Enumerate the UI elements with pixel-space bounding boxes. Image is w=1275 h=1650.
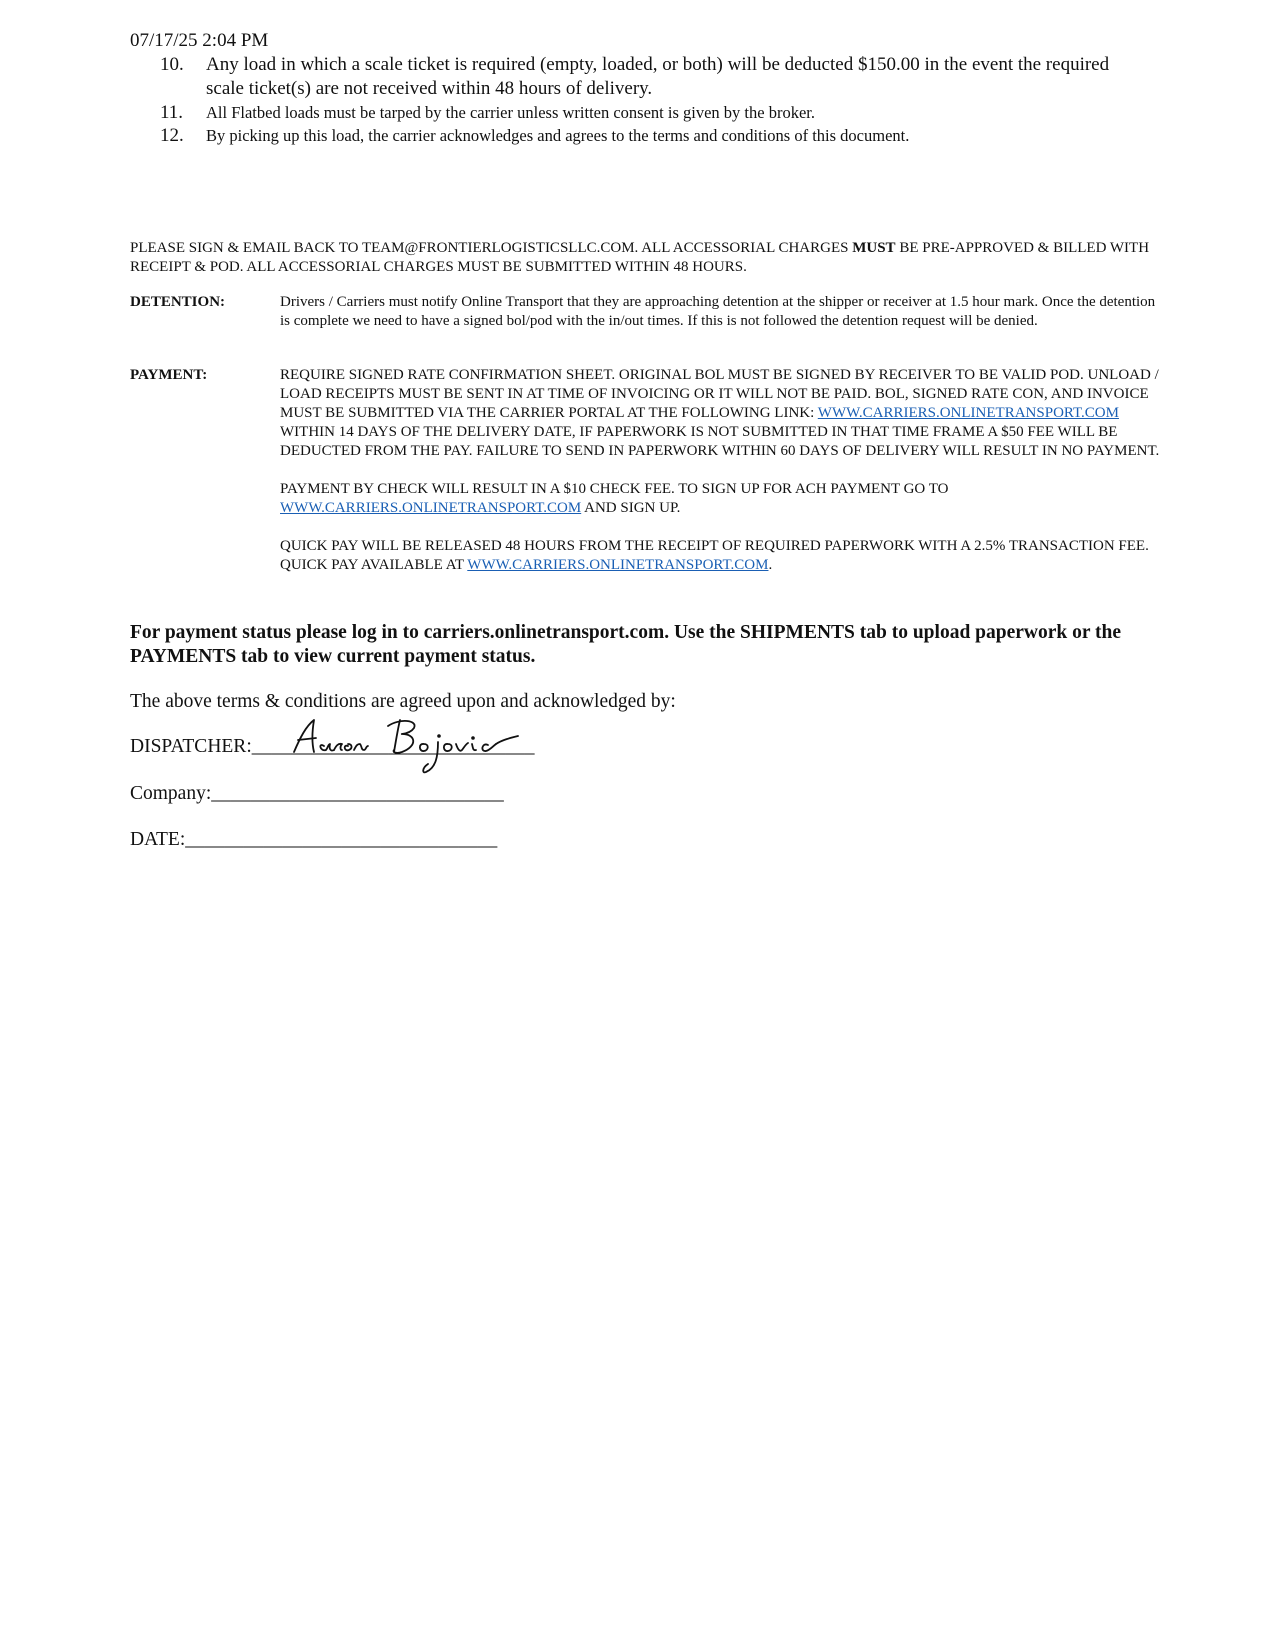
term-item-11 xyxy=(160,101,1120,124)
term-text: By picking up this load, the carrier acknowledges and agrees to the terms and conditions of this document. xyxy=(206,126,910,145)
term-number: 10. xyxy=(160,54,184,75)
payment-text: PAYMENT BY CHECK WILL RESULT IN A $10 CHECK FEE. TO SIGN UP FOR ACH PAYMENT GO TO xyxy=(280,481,949,497)
term-text: All Flatbed loads must be tarped by the carrier unless written consent is given by the broker. xyxy=(206,103,815,122)
payment-body xyxy=(280,366,1160,575)
date-line: DATE:________________________________ xyxy=(130,829,498,850)
payment-text: REQUIRE SIGNED RATE CONFIRMATION SHEET. ORIGINAL BOL MUST BE SIGNED BY RECEIVER TO BE VALID POD. UNLOAD / LOAD RECEIPTS MUST BE SENT IN AT TIME OF INVOICING OR IT WILL NOT BE PAID. BOL, SIGNED RATE CON, AND INVOICE MUST BE SUBMITTED VIA THE CARRIER PORTAL AT THE FOLLOWING LINK: xyxy=(280,367,1159,421)
detention-body xyxy=(280,293,1160,331)
term-text: Any load in which a scale ticket is required (empty, loaded, or both) will be deducted $150.00 in the event the required scale ticket(s) are not received within 48 hours of delivery. xyxy=(206,54,1110,99)
payment-text: . xyxy=(768,557,773,573)
notice-text: PLEASE SIGN & EMAIL BACK TO TEAM@FRONTIERLOGISTICSLLC.COM. ALL ACCESSORIAL CHARGES xyxy=(130,240,853,256)
payment-label: PAYMENT: xyxy=(130,367,208,383)
payment-text: QUICK PAY WILL BE RELEASED 48 HOURS FROM THE RECEIPT OF REQUIRED PAPERWORK WITH A 2.5% TRANSACTION FEE. QUICK PAY AVAILABLE AT xyxy=(280,538,1149,573)
acknowledgement-statement: The above terms & conditions are agreed upon and acknowledged by: xyxy=(130,691,676,712)
sign-and-email-notice xyxy=(130,239,1160,277)
term-number: 12. xyxy=(160,125,184,146)
company-line: Company:______________________________ xyxy=(130,783,504,804)
payment-text: AND SIGN UP. xyxy=(581,500,681,516)
payment-paragraph-check xyxy=(280,480,1160,518)
terms-list xyxy=(160,53,1120,147)
payment-status-note: For payment status please log in to carriers.onlinetransport.com. Use the SHIPMENTS tab to upload paperwork or the PAYMENTS tab to view current payment status. xyxy=(130,622,1122,667)
payment-paragraph-paperwork xyxy=(280,366,1160,461)
carrier-portal-link[interactable]: WWW.CARRIERS.ONLINETRANSPORT.COM xyxy=(817,405,1119,421)
payment-paragraph-quickpay xyxy=(280,537,1160,575)
term-number: 11. xyxy=(160,102,184,123)
detention-section xyxy=(130,293,1160,331)
payment-section xyxy=(130,366,1160,575)
detention-label: DETENTION: xyxy=(130,294,226,310)
ach-signup-link[interactable]: WWW.CARRIERS.ONLINETRANSPORT.COM xyxy=(280,500,582,516)
detention-text: Drivers / Carriers must notify Online Transport that they are approaching detention at the shipper or receiver at 1.5 hour mark. Once the detention is complete we need to have a signed bol/pod with the in/out times. If this is not followed the detention request will be denied. xyxy=(280,294,1156,329)
notice-emphasis: MUST xyxy=(852,240,896,256)
handwritten-signature xyxy=(290,716,530,776)
term-item-12 xyxy=(160,124,1120,147)
print-timestamp: 07/17/25 2:04 PM xyxy=(130,30,269,51)
notice-text: BE PRE-APPROVED & BILLED WITH RECEIPT & POD. ALL ACCESSORIAL CHARGES MUST BE SUBMITTED WITHIN 48 HOURS. xyxy=(130,240,1150,275)
payment-text: WITHIN 14 DAYS OF THE DELIVERY DATE, IF PAPERWORK IS NOT SUBMITTED IN THAT TIME FRAME A $50 FEE WILL BE DEDUCTED FROM THE PAY. FAILURE TO SEND IN PAPERWORK WITHIN 60 DAYS OF DELIVERY WILL RESULT IN NO PAYMENT. xyxy=(280,424,1160,459)
term-item-10 xyxy=(160,53,1120,101)
dispatcher-signature-line: DISPATCHER:_____________________________ xyxy=(130,736,535,757)
quick-pay-link[interactable]: WWW.CARRIERS.ONLINETRANSPORT.COM xyxy=(467,557,769,573)
